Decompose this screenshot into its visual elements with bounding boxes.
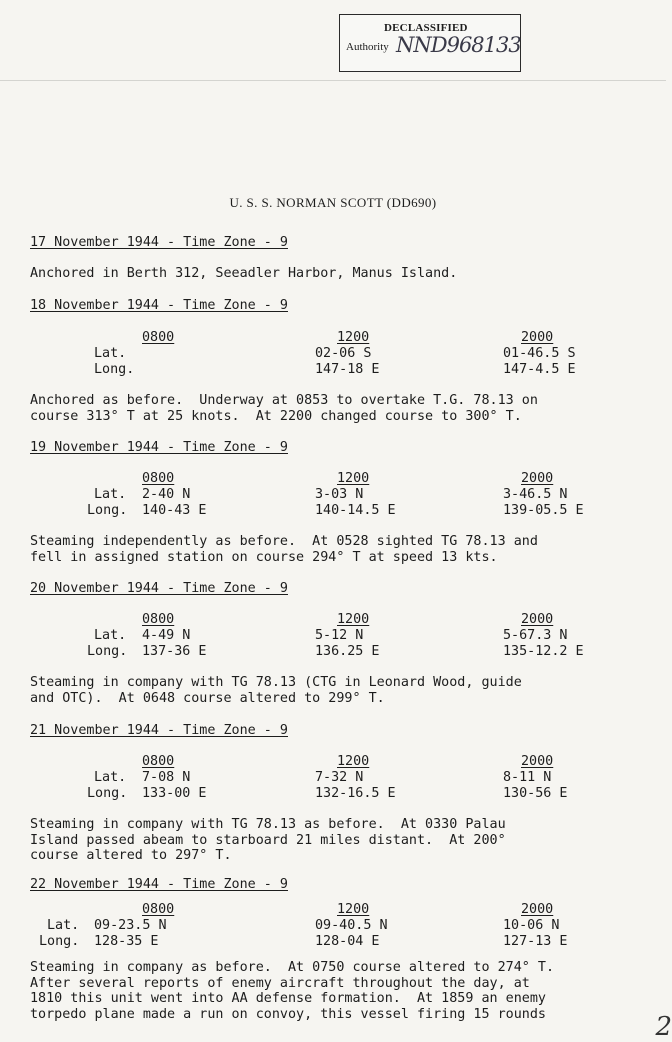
- lat-value: 10-06 N: [503, 918, 560, 933]
- long-label: Long.: [94, 362, 135, 377]
- entry-text: Anchored in Berth 312, Seeadler Harbor, Manus Island.: [30, 266, 458, 281]
- long-value: 147-4.5 E: [503, 362, 576, 377]
- time-header: 1200: [337, 330, 370, 345]
- stamp-authority-value: NND968133: [396, 33, 521, 57]
- long-value: 140-14.5 E: [315, 503, 396, 518]
- long-value: 128-04 E: [315, 934, 380, 949]
- lat-value: 3-46.5 N: [503, 487, 568, 502]
- entry-heading: 19 November 1944 - Time Zone - 9: [30, 440, 288, 455]
- lat-label: Lat.: [94, 770, 127, 785]
- entry-heading: 20 November 1944 - Time Zone - 9: [30, 581, 288, 596]
- lat-label: Lat.: [94, 628, 127, 643]
- time-header: 1200: [337, 471, 370, 486]
- long-value: 136.25 E: [315, 644, 380, 659]
- lat-value: 09-40.5 N: [315, 918, 388, 933]
- entry-text: Anchored as before. Underway at 0853 to overtake T.G. 78.13 on course 313° T at 25 knots. At 2200 changed course to 300° T.: [30, 393, 538, 424]
- lat-value: 5-12 N: [315, 628, 364, 643]
- time-header: 1200: [337, 612, 370, 627]
- long-value: 133-00 E: [142, 786, 207, 801]
- entry-text: Steaming independently as before. At 0528 sighted TG 78.13 and fell in assigned station on course 294° T at speed 13 kts.: [30, 534, 538, 565]
- time-header: 0800: [142, 754, 175, 769]
- lat-value: 02-06 S: [315, 346, 372, 361]
- long-value: 132-16.5 E: [315, 786, 396, 801]
- long-label: Long.: [87, 786, 128, 801]
- lat-value: 01-46.5 S: [503, 346, 576, 361]
- time-header: 0800: [142, 471, 175, 486]
- entry-text: Steaming in company with TG 78.13 as before. At 0330 Palau Island passed abeam to starboard 21 miles distant. At 200° course altered to 297° T.: [30, 817, 506, 863]
- long-value: 128-35 E: [94, 934, 159, 949]
- lat-value: 8-11 N: [503, 770, 552, 785]
- time-header: 1200: [337, 902, 370, 917]
- lat-value: 7-32 N: [315, 770, 364, 785]
- lat-value: 09-23.5 N: [94, 918, 167, 933]
- long-label: Long.: [39, 934, 80, 949]
- entry-heading: 18 November 1944 - Time Zone - 9: [30, 298, 288, 313]
- time-header: 2000: [521, 612, 554, 627]
- lat-value: 5-67.3 N: [503, 628, 568, 643]
- entry-heading: 21 November 1944 - Time Zone - 9: [30, 723, 288, 738]
- lat-label: Lat.: [47, 918, 80, 933]
- time-header: 0800: [142, 330, 175, 345]
- stamp-authority-label: Authority: [346, 41, 389, 53]
- entry-heading: 17 November 1944 - Time Zone - 9: [30, 235, 288, 250]
- long-value: 147-18 E: [315, 362, 380, 377]
- time-header: 2000: [521, 902, 554, 917]
- long-value: 135-12.2 E: [503, 644, 584, 659]
- page-number-fragment: 2: [655, 1012, 672, 1042]
- long-label: Long.: [87, 644, 128, 659]
- entry-text: Steaming in company with TG 78.13 (CTG in Leonard Wood, guide and OTC). At 0648 course altered to 299° T.: [30, 675, 522, 706]
- lat-value: 3-03 N: [315, 487, 364, 502]
- lat-label: Lat.: [94, 487, 127, 502]
- long-label: Long.: [87, 503, 128, 518]
- time-header: 2000: [521, 330, 554, 345]
- entry-text: Steaming in company as before. At 0750 course altered to 274° T. After several reports of enemy aircraft throughout the day, at 1810 this unit went into AA defense formation. At 1859 an enemy torpedo plane made a run on convoy, this vessel firing 15 rounds: [30, 960, 555, 1022]
- lat-label: Lat.: [94, 346, 127, 361]
- time-header: 2000: [521, 754, 554, 769]
- long-value: 127-13 E: [503, 934, 568, 949]
- declassified-stamp: [339, 14, 521, 72]
- long-value: 140-43 E: [142, 503, 207, 518]
- document-title: U. S. S. NORMAN SCOTT (DD690): [229, 195, 437, 210]
- time-header: 2000: [521, 471, 554, 486]
- time-header: 0800: [142, 902, 175, 917]
- scan-artifact-line: [0, 80, 666, 81]
- entry-heading: 22 November 1944 - Time Zone - 9: [30, 877, 288, 892]
- time-header: 1200: [337, 754, 370, 769]
- long-value: 130-56 E: [503, 786, 568, 801]
- long-value: 139-05.5 E: [503, 503, 584, 518]
- stamp-title: DECLASSIFIED: [384, 22, 468, 34]
- lat-value: 2-40 N: [142, 487, 191, 502]
- time-header: 0800: [142, 612, 175, 627]
- lat-value: 4-49 N: [142, 628, 191, 643]
- long-value: 137-36 E: [142, 644, 207, 659]
- lat-value: 7-08 N: [142, 770, 191, 785]
